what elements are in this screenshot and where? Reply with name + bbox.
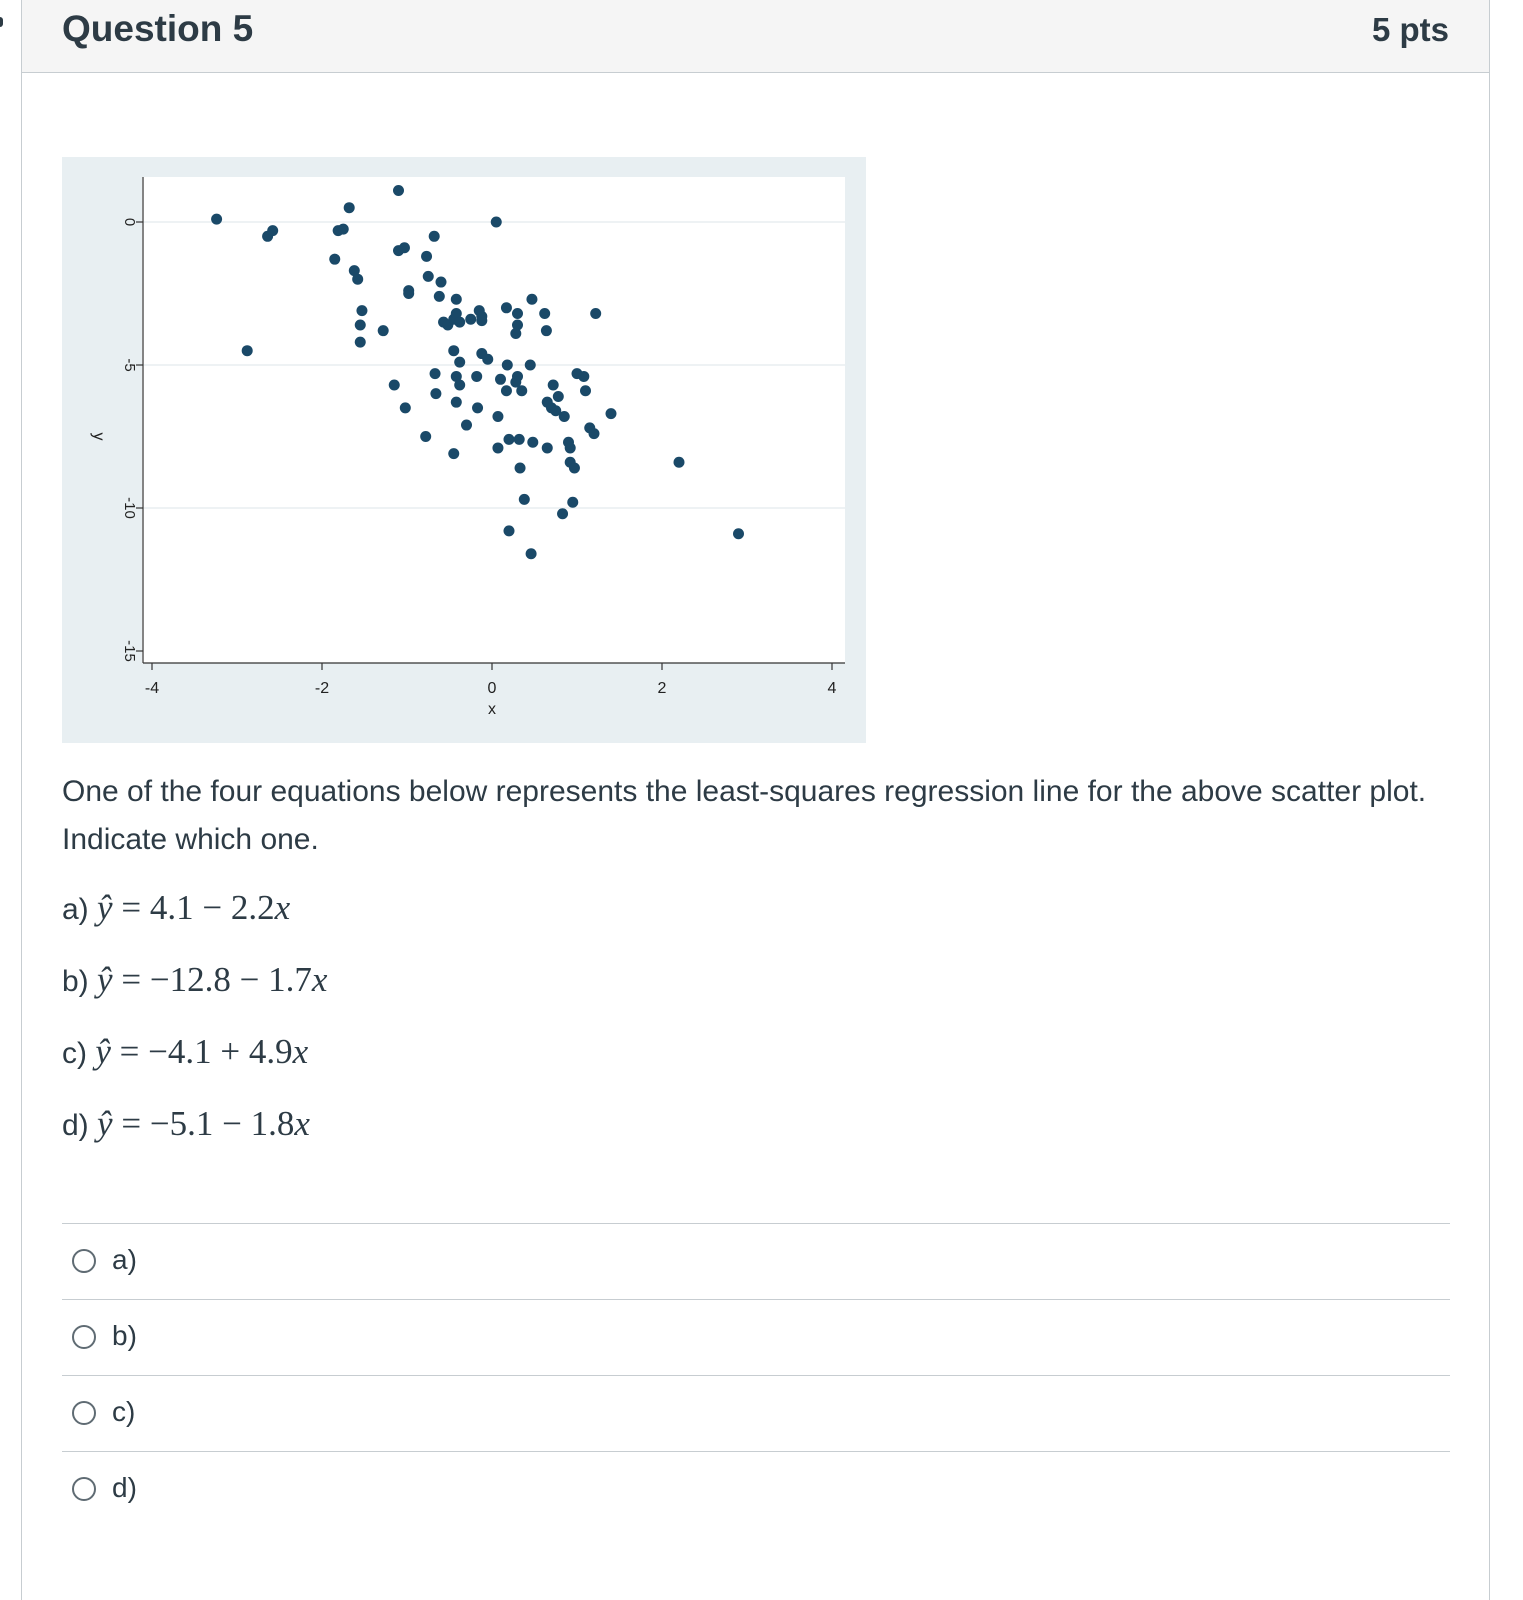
data-point	[476, 315, 487, 326]
equation-intercept: −5.1	[149, 1104, 214, 1143]
equation-operator: −	[239, 960, 260, 999]
equation-operator: −	[202, 888, 223, 927]
equation-slope: 4.9	[248, 1032, 293, 1071]
data-point	[553, 391, 564, 402]
data-point	[492, 411, 503, 422]
equation-label: a)	[62, 893, 89, 926]
data-point	[504, 525, 515, 536]
equation-intercept: 4.1	[149, 888, 194, 927]
data-point	[482, 354, 493, 365]
question-points: 5 pts	[1371, 11, 1449, 48]
equals-sign: =	[121, 960, 142, 999]
scatter-plot	[62, 157, 866, 743]
scatter-plot-svg	[62, 157, 866, 743]
x-tick-label: 0	[487, 680, 497, 697]
data-point	[242, 345, 253, 356]
x-axis-title: x	[488, 701, 496, 718]
equation-slope: 1.7	[268, 960, 312, 999]
data-point	[578, 371, 589, 382]
data-point	[403, 288, 414, 299]
equals-sign: =	[121, 1104, 142, 1143]
data-point	[389, 380, 400, 391]
data-point	[526, 294, 537, 305]
data-point	[606, 408, 617, 419]
equation-label: d)	[62, 1109, 89, 1142]
data-point	[465, 314, 476, 325]
data-point	[420, 431, 431, 442]
x-tick-label: -2	[314, 680, 330, 697]
answer-option-label: d)	[112, 1472, 137, 1503]
y-tick-label: -15	[121, 640, 138, 662]
equation-operator: −	[222, 1104, 242, 1143]
data-point	[580, 385, 591, 396]
radio-button[interactable]	[72, 1249, 96, 1273]
data-point	[516, 385, 527, 396]
equation-lhs: ŷ	[97, 960, 113, 999]
equation-operator: +	[220, 1032, 241, 1071]
answer-option-label: a)	[112, 1244, 137, 1275]
data-point	[448, 345, 459, 356]
equation-slope: 2.2	[230, 888, 275, 927]
radio-button[interactable]	[72, 1477, 96, 1501]
data-point	[590, 308, 601, 319]
data-point	[454, 317, 465, 328]
data-point	[525, 360, 536, 371]
data-point	[539, 308, 550, 319]
equation-lhs: ŷ	[97, 888, 113, 927]
equals-sign: =	[119, 1032, 140, 1071]
data-point	[514, 434, 525, 445]
equation-d	[62, 1104, 310, 1144]
answer-option-d[interactable]	[62, 1451, 1450, 1527]
data-point	[504, 434, 515, 445]
question-header	[22, 0, 1489, 73]
data-point	[471, 371, 482, 382]
data-point	[461, 420, 472, 431]
data-point	[491, 217, 502, 228]
equation-variable: x	[274, 888, 291, 927]
data-point	[454, 357, 465, 368]
data-point	[567, 497, 578, 508]
equation-intercept: −12.8	[149, 960, 231, 999]
data-point	[329, 254, 340, 265]
radio-button[interactable]	[72, 1401, 96, 1425]
edge-marker	[0, 17, 3, 27]
data-point	[454, 380, 465, 391]
data-point	[515, 462, 526, 473]
data-point	[589, 428, 600, 439]
equation-a	[62, 888, 290, 928]
data-point	[519, 494, 530, 505]
data-point	[451, 397, 462, 408]
answer-option-a[interactable]	[62, 1223, 1450, 1299]
data-point	[421, 251, 432, 262]
answer-option-label: b)	[112, 1320, 137, 1351]
data-point	[472, 402, 483, 413]
x-tick-label: 4	[827, 680, 837, 697]
data-point	[352, 274, 363, 285]
answer-option-b[interactable]	[62, 1299, 1450, 1375]
data-point	[510, 328, 521, 339]
equation-label: b)	[62, 965, 89, 998]
data-point	[356, 305, 367, 316]
data-point	[569, 462, 580, 473]
y-axis-title: y	[90, 432, 107, 441]
data-point	[430, 388, 441, 399]
data-point	[542, 442, 553, 453]
data-point	[674, 457, 685, 468]
data-point	[541, 325, 552, 336]
data-point	[400, 402, 411, 413]
data-point	[430, 368, 441, 379]
data-point	[393, 185, 404, 196]
data-point	[512, 308, 523, 319]
data-point	[423, 271, 434, 282]
data-point	[429, 231, 440, 242]
answer-option-c[interactable]	[62, 1375, 1450, 1451]
data-point	[436, 277, 447, 288]
data-point	[378, 325, 389, 336]
y-tick-label: -10	[121, 497, 138, 519]
data-point	[492, 442, 503, 453]
equation-lhs: ŷ	[97, 1104, 113, 1143]
question-prompt: One of the four equations below represents the least-squares regression line for the above scatter plot. Indicate which one.	[62, 775, 1427, 856]
equation-variable: x	[294, 1104, 310, 1143]
equation-slope: 1.8	[250, 1104, 295, 1143]
question-title: Question 5	[62, 8, 254, 49]
equation-lhs: ŷ	[95, 1032, 111, 1071]
data-point	[502, 360, 513, 371]
data-point	[344, 202, 355, 213]
data-point	[495, 374, 506, 385]
equals-sign: =	[121, 888, 142, 927]
data-point	[434, 291, 445, 302]
data-point	[355, 319, 366, 330]
data-point	[501, 302, 512, 313]
data-point	[393, 245, 404, 256]
radio-button[interactable]	[72, 1325, 96, 1349]
x-tick-label: 2	[657, 680, 667, 697]
data-point	[355, 337, 366, 348]
equation-label: c)	[62, 1037, 87, 1070]
data-point	[211, 214, 222, 225]
answer-option-label: c)	[112, 1396, 136, 1427]
y-tick-label: -5	[121, 358, 138, 372]
equation-b	[62, 960, 327, 1000]
equation-variable: x	[311, 960, 328, 999]
equation-variable: x	[292, 1032, 309, 1071]
y-tick-label: 0	[121, 217, 138, 227]
data-point	[557, 508, 568, 519]
data-point	[338, 224, 349, 235]
data-point	[733, 528, 744, 539]
data-point	[565, 442, 576, 453]
data-point	[548, 380, 559, 391]
data-point	[448, 448, 459, 459]
equation-c	[62, 1032, 308, 1072]
data-point	[559, 411, 570, 422]
data-point	[501, 385, 512, 396]
answer-options	[62, 1223, 1450, 1527]
data-point	[527, 437, 538, 448]
plot-area	[142, 177, 845, 663]
data-point	[267, 225, 278, 236]
equation-intercept: −4.1	[148, 1032, 212, 1071]
data-point	[526, 548, 537, 559]
x-tick-label: -4	[144, 680, 160, 697]
data-point	[451, 294, 462, 305]
